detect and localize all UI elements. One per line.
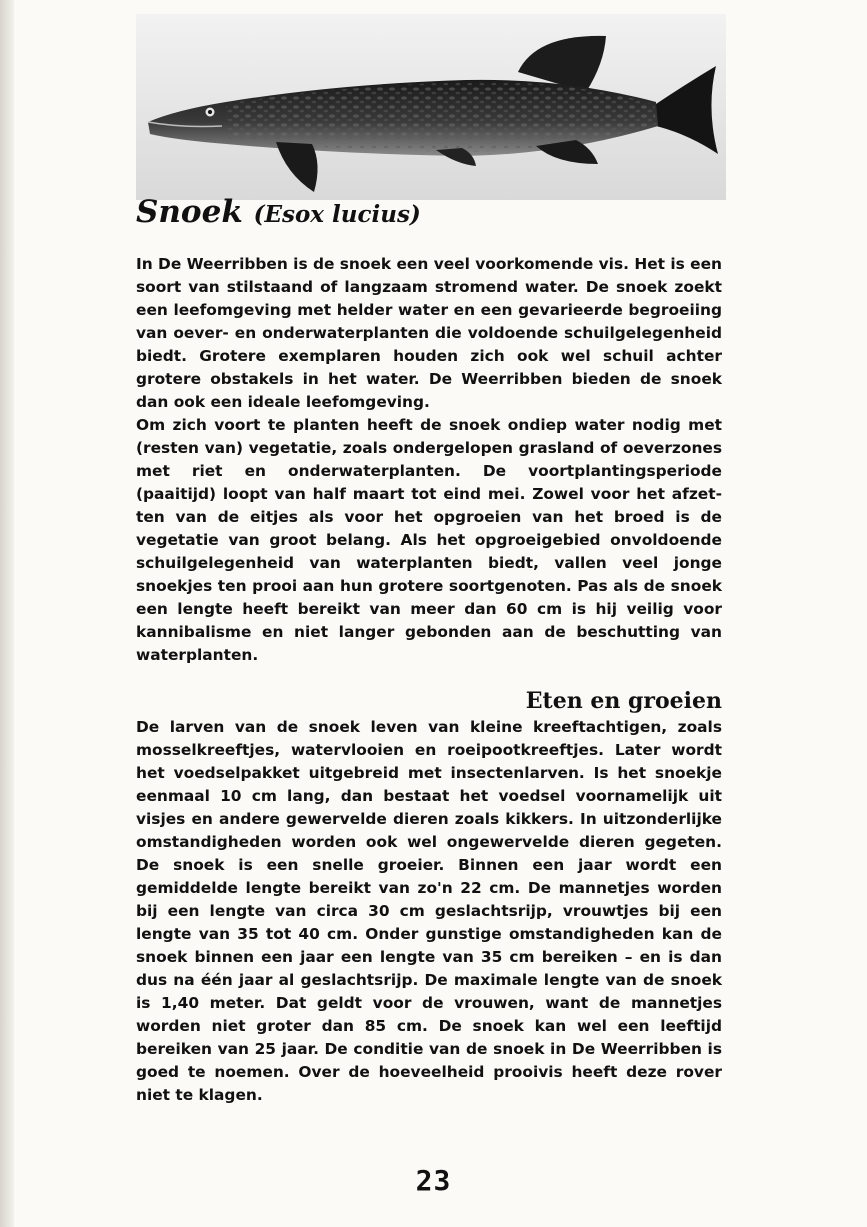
intro-paragraph: Om zich voort te planten heeft de snoek ondiep water nodig met (resten van) vegetatie, zoals ondergelopen grasland of oeverzones met riet en onderwaterplanten. De voortplantingsperiode (paaitijd) loopt van half maart tot eind mei. Zowel voor het afzetten van de eitjes als voor het opgroeien van het broed is de vegetatie van groot belang. Als het opgroeigebied onvoldoende schuilgelegenheid van waterplanten biedt, vallen veel jonge snoekjes ten prooi aan hun grotere soortgenoten. Pas als de snoek een lengte heeft bereikt van meer dan 60 cm is hij veilig voor kannibalisme en niet langer gebonden aan de beschutting van waterplanten.	[136, 416, 722, 664]
section-heading: Eten en groeien	[525, 688, 722, 714]
page-number: 23	[415, 1164, 452, 1197]
intro-text	[136, 253, 722, 667]
intro-paragraph: In De Weerribben is de snoek een veel voorkomende vis. Het is een soort van stilstaand of langzaam stromend water. De snoek zoekt een leefomgeving met helder water en een gevarieerde begroeiing van oever- en onderwaterplanten die voldoende schuilgelegenheid biedt. Grotere exemplaren houden zich ook wel schuil achter grotere obstakels in het water. De Weerribben bieden de snoek dan ook een ideale leefomgeving.	[136, 255, 722, 411]
pike-photo	[136, 14, 726, 200]
common-name: Snoek	[136, 194, 243, 230]
latin-name: (Esox lucius)	[253, 201, 421, 228]
page-title	[136, 192, 421, 235]
section-paragraph: De larven van de snoek leven van kleine kreeftachtigen, zoals mosselkreeftjes, watervlooien en roeipootkreeftjes. Later wordt het voedselpakket uitgebreid met insectenlarven. Is het snoekje eenmaal 10 cm lang, dan bestaat het voedsel voornamelijk uit visjes en andere gewervelde dieren zoals kikkers. In uitzonderlijke omstandigheden worden ook wel ongewervelde dieren gegeten. De snoek is een snelle groeier. Binnen een jaar wordt een gemiddelde lengte bereikt van zo'n 22 cm. De mannetjes worden bij een lengte van circa 30 cm geslachtsrijp, vrouwtjes bij een lengte van 35 tot 40 cm. Onder gunstige omstandigheden kan de snoek binnen een jaar een lengte van 35 cm bereiken – en is dan dus na één jaar al geslachtsrijp. De maximale lengte van de snoek is 1,40 meter. Dat geldt voor de vrouwen, want de mannetjes worden niet groter dan 85 cm. De snoek kan wel een leeftijd bereiken van 25 jaar. De conditie van de snoek in De Weerribben is goed te noemen. Over de hoeveelheid prooivis heeft deze rover niet te klagen.	[136, 718, 722, 1104]
pike-fish-image	[136, 14, 726, 200]
section-text	[136, 716, 722, 1107]
page-binding-edge	[0, 0, 14, 1227]
